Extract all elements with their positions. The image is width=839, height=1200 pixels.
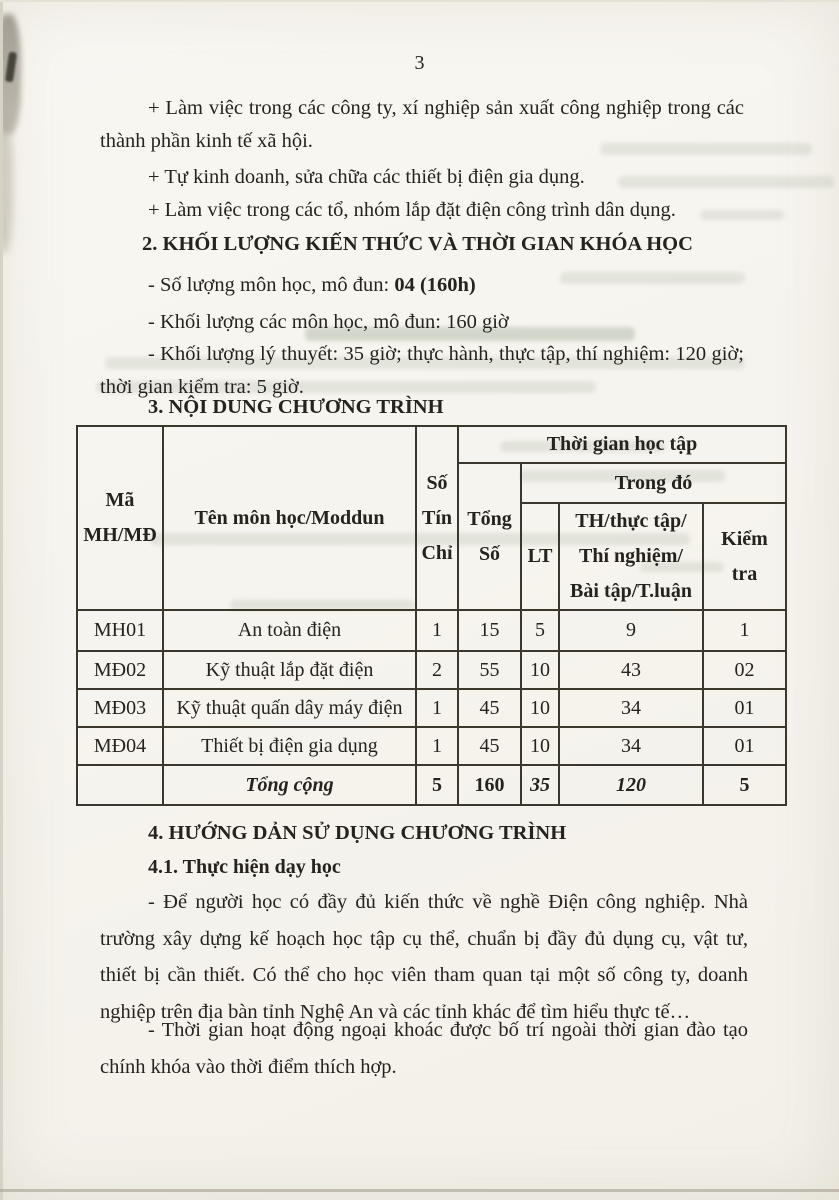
table-row [77,727,786,765]
col-header-so-tin-chi: Số Tín Chỉ [416,426,458,610]
cell-so-tin-chi: 1 [416,689,458,727]
cell-total-th: 120 [559,765,703,805]
cell-tong-so: 15 [458,610,521,651]
section-2-item-1-label: - Số lượng môn học, mô đun: [148,274,395,296]
col-header-kiem-tra: Kiểm tra [703,503,786,610]
section-4-heading: 4. HƯỚNG DẢN SỬ DỤNG CHƯƠNG TRÌNH [148,822,567,844]
cell-tong-so: 45 [458,689,521,727]
section-2-item-1-value: 04 (160h) [394,274,476,296]
section-2-heading: 2. KHỐI LƯỢNG KIẾN THỨC VÀ THỜI GIAN KHÓA HỌC [142,233,693,255]
cell-ma: MĐ02 [77,651,163,689]
col-header-thoi-gian-hoc-tap: Thời gian học tập [458,426,786,463]
bullet-item: + Làm việc trong các tổ, nhóm lắp đặt điện công trình dân dụng. [148,199,676,221]
cell-ten: Kỹ thuật lắp đặt điện [163,651,416,689]
page-edge-top [0,0,839,2]
col-header-ten-mon-hoc: Tên môn học/Moddun [163,426,416,610]
col-header-ma-mh-md: Mã MH/MĐ [77,426,163,610]
section-4-1-heading: 4.1. Thực hiện dạy học [148,856,341,878]
page-edge-bottom [0,1189,839,1192]
table-row [77,689,786,727]
cell-th: 9 [559,610,703,651]
section-2-item-1 [148,269,748,302]
cell-empty [77,765,163,805]
cell-total-kiem-tra: 5 [703,765,786,805]
cell-kiem-tra: 1 [703,610,786,651]
cell-ma: MĐ04 [77,727,163,765]
page-edge-left [0,0,3,1200]
cell-lt: 10 [521,651,559,689]
table-row [77,651,786,689]
cell-so-tin-chi: 1 [416,727,458,765]
cell-ma: MĐ03 [77,689,163,727]
cell-kiem-tra: 01 [703,727,786,765]
table-row [77,610,786,651]
curriculum-table [76,425,787,806]
cell-ten: Kỹ thuật quấn dây máy điện [163,689,416,727]
cell-th: 43 [559,651,703,689]
col-header-trong-do: Trong đó [521,463,786,503]
cell-lt: 10 [521,727,559,765]
cell-ten: Thiết bị điện gia dụng [163,727,416,765]
col-header-th-thuc-tap: TH/thực tập/ Thí nghiệm/ Bài tập/T.luận [559,503,703,610]
section-4-paragraph-2: - Thời gian hoạt động ngoại khoác được bố trí ngoài thời gian đào tạo chính khóa vào thời điểm thích hợp. [100,1019,748,1078]
cell-ten: An toàn điện [163,610,416,651]
page-number: 3 [414,52,425,74]
cell-total-lt: 35 [521,765,559,805]
cell-lt: 10 [521,689,559,727]
cell-kiem-tra: 01 [703,689,786,727]
cell-so-tin-chi: 2 [416,651,458,689]
cell-th: 34 [559,727,703,765]
bullet-item: + Tự kinh doanh, sửa chữa các thiết bị điện gia dụng. [148,166,585,188]
cell-total-label: Tổng cộng [163,765,416,805]
cell-tong-so: 45 [458,727,521,765]
col-header-tong-so: Tổng Số [458,463,521,610]
cell-lt: 5 [521,610,559,651]
bullet-item: + Làm việc trong các công ty, xí nghiệp sản xuất công nghiệp trong các thành phần kinh tế xã hội. [100,97,744,152]
cell-so-tin-chi: 1 [416,610,458,651]
cell-tong-so: 55 [458,651,521,689]
table-total-row [77,765,786,805]
cell-total-tong-so: 160 [458,765,521,805]
cell-ma: MH01 [77,610,163,651]
col-header-lt: LT [521,503,559,610]
section-3-heading: 3. NỘI DUNG CHƯƠNG TRÌNH [148,396,444,418]
cell-kiem-tra: 02 [703,651,786,689]
section-2-item-2: - Khối lượng các môn học, mô đun: 160 giờ [148,311,509,333]
cell-total-so-tin-chi: 5 [416,765,458,805]
cell-th: 34 [559,689,703,727]
section-4-paragraph-1: - Để người học có đầy đủ kiến thức về nghề Điện công nghiệp. Nhà trường xây dựng kế hoạch học tập cụ thể, chuẩn bị đầy đủ dụng cụ, vật tư, thiết bị cần thiết. Có thể cho học viên tham quan tại một số công ty, doanh nghiệp trên địa bàn tỉnh Nghệ An và các tỉnh khác để tìm hiểu thực tế… [100,891,748,1023]
section-2-item-3: - Khối lượng lý thuyết: 35 giờ; thực hành, thực tập, thí nghiệm: 120 giờ; thời gian kiểm tra: 5 giờ. [100,343,744,398]
